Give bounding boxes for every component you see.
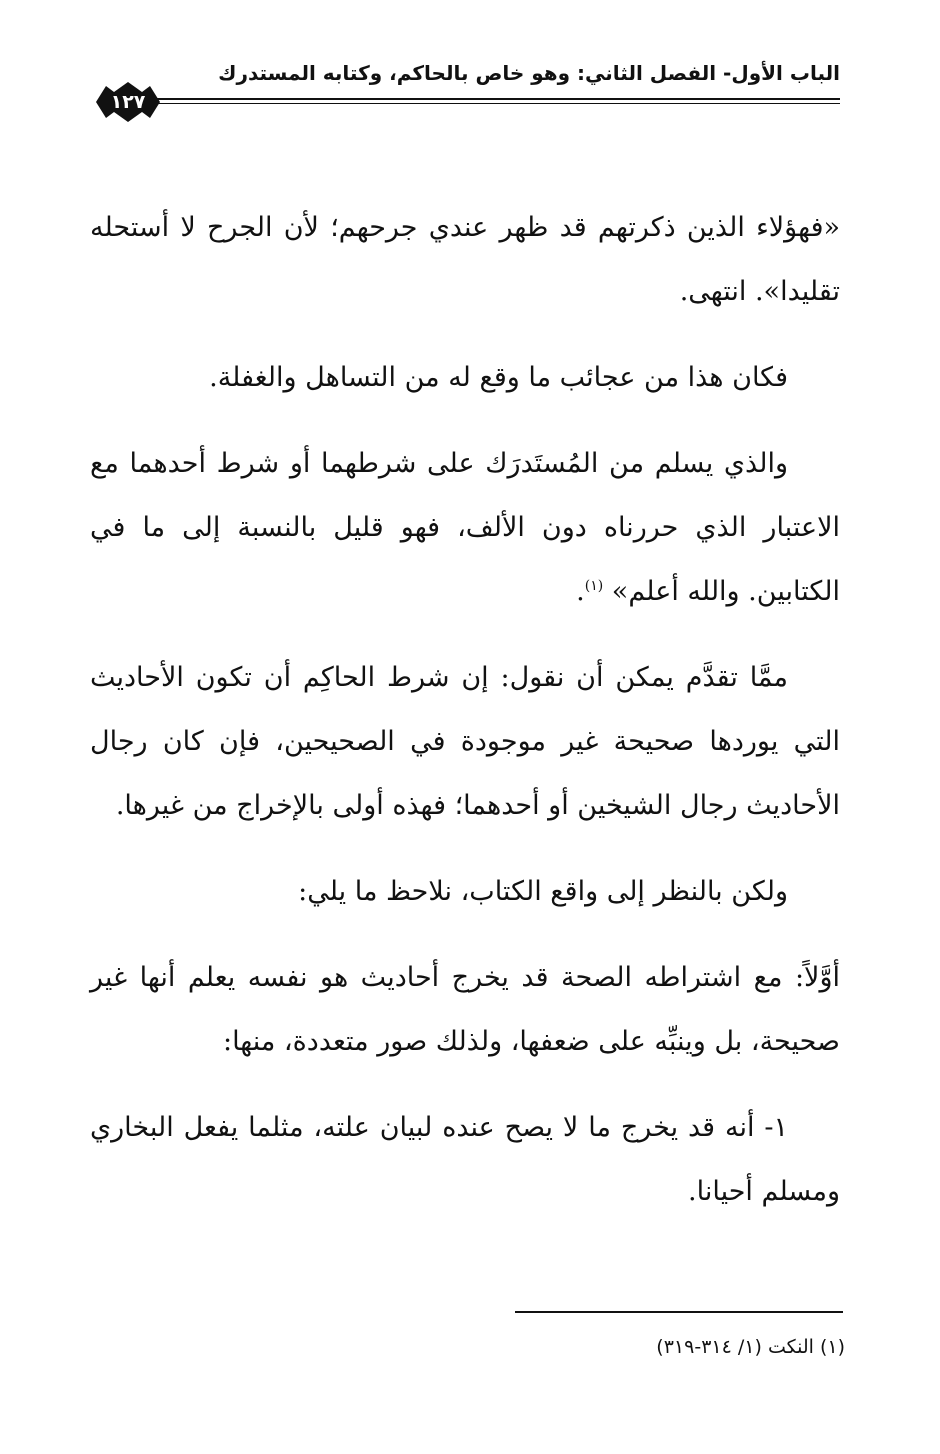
sentence-end: . (576, 576, 585, 607)
paragraph-condition: ممَّا تقدَّم يمكن أن نقول: إن شرط الحاكِم أن تكون الأحاديث التي يوردها صحيحة غير موجودة في الصحيحين، فإن كان رجال الأحاديث رجال الشيخين أو أحدهما؛ فهذه أولى بالإخراج من غيرها. (90, 662, 840, 821)
list-item-1: ١- أنه قد يخرج ما لا يصح عنده لبيان علته، مثلما يفعل البخاري ومسلم أحيانا. (90, 1112, 840, 1207)
footnote-marker[interactable]: (١) (584, 578, 604, 594)
paragraph-mustadrak (90, 432, 840, 624)
page-number-badge (92, 78, 164, 126)
header-rule-thin (150, 103, 840, 104)
paragraph-remark: فكان هذا من عجائب ما وقع له من التساهل والغفلة. (209, 362, 788, 393)
header-rule (150, 98, 840, 100)
footnote-rule (515, 1311, 843, 1313)
paragraph-observation: ولكن بالنظر إلى واقع الكتاب، نلاحظ ما يلي: (298, 876, 788, 907)
body-text (90, 196, 840, 1246)
paragraph-mustadrak-text: والذي يسلم من المُستَدرَك على شرطهما أو شرط أحدهما مع الاعتبار الذي حررناه دون الألف، فهو قليل بالنسبة إلى ما في الكتابين. والله أعلم» (90, 448, 840, 607)
paragraph-first-point: أوَّلاً: مع اشتراطه الصحة قد يخرج أحاديث هو نفسه يعلم أنها غير صحيحة، بل وينبِّه على ضعفها، ولذلك صور متعددة، منها: (90, 962, 840, 1057)
footnote-text: (١) النكت (١/ ٣١٤-٣١٩) (656, 1336, 845, 1358)
paragraph-quote-end: «فهؤلاء الذين ذكرتهم قد ظهر عندي جرحهم؛ لأن الجرح لا أستحله تقليدا». انتهى. (90, 212, 840, 307)
page-number: ١٢٧ (110, 91, 146, 113)
running-header-title: الباب الأول- الفصل الثاني: وهو خاص بالحاكم، وكتابه المستدرك (218, 61, 840, 85)
